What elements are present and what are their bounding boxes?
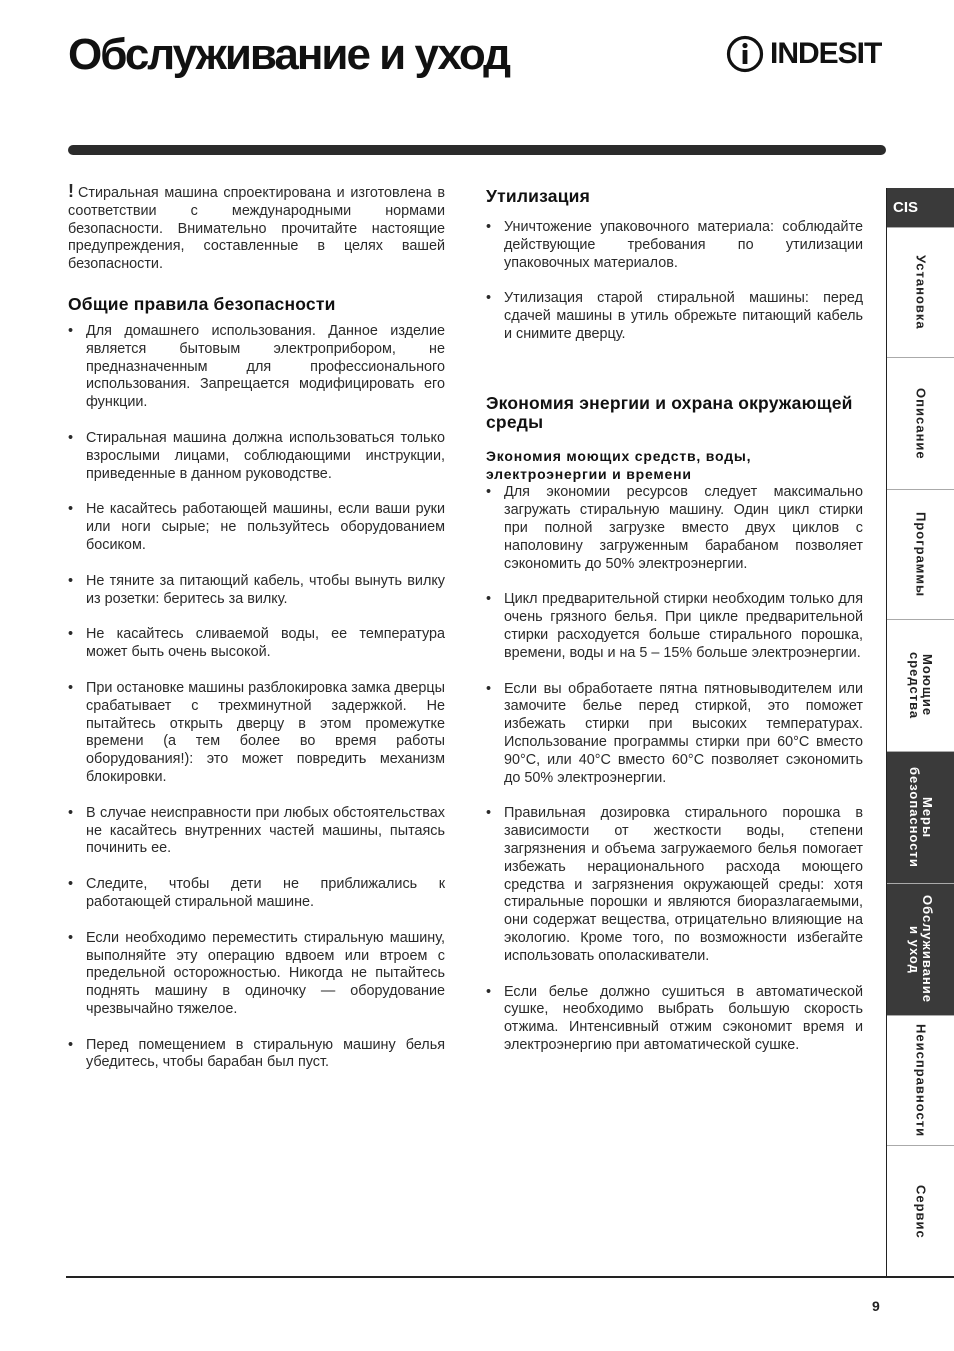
- energy-subheading: Экономия моющих средств, воды, электроэнергии и времени: [486, 447, 752, 482]
- brand-logo: [726, 33, 881, 75]
- list-item: • Следите, чтобы дети не приближались к работающей стиральной машине.: [68, 876, 445, 912]
- list-item: • Утилизация старой стиральной машины: перед сдачей машины в утиль обрежьте питающий кабель и снимите дверцу.: [486, 290, 863, 343]
- sidebar-item-label: Обслуживание и уход: [907, 895, 935, 1004]
- energy-heading: Экономия энергии и охрана окружающей среды: [486, 392, 853, 432]
- header-rule: [68, 145, 886, 155]
- sidebar-item-label: Описание: [913, 387, 929, 460]
- list-item: • Не касайтесь работающей машины, если ваши руки или ноги сырые; не пользуйтесь оборудованием босиком.: [68, 501, 445, 554]
- intro-text: Стиральная машина спроектирована и изготовлена в соответствии с международными нормами безопасности. Внимательно прочитайте настоящие предупреждения, составленные в целях вашей безопасности.: [68, 185, 445, 273]
- sidebar-item-label: Установка: [913, 255, 929, 330]
- sidebar-item-safety[interactable]: [887, 752, 954, 884]
- list-item: • Правильная дозировка стирального порошка в зависимости от жесткости воды, степени загрязнения и объема загружаемого белья помогает избежать нерационального расхода моющего средства и загрязнения окружающей среды: хотя стиральные порошки и являются биоразлагаемыми, они содержат вещества, отрицательно влияющие на экологию. Кроме того, по возможности избегайте использовать ополаскиватели.: [486, 805, 863, 965]
- sidebar-item-service[interactable]: [887, 1146, 954, 1277]
- list-item: • Для экономии ресурсов следует максимально загружать стиральную машину. Один цикл стирки при полной загрузке вместо двух циклов с наполовину загруженным барабаном позволяет сэкономить до 50% электроэнергии.: [486, 484, 863, 573]
- sidebar-item-label: Программы: [913, 511, 929, 598]
- safety-list: [68, 323, 445, 1072]
- energy-list: [486, 484, 863, 1054]
- sidebar-item-label: Меры безопасности: [907, 767, 935, 868]
- sidebar-item-label: Моющие средства: [907, 651, 935, 720]
- sidebar-item-installation[interactable]: [887, 228, 954, 358]
- list-item: • Стиральная машина должна использоваться только взрослыми лицами, соблюдающими инструкции, приведенные в данном руководстве.: [68, 430, 445, 483]
- section-sidebar: [886, 188, 954, 1277]
- safety-heading: Общие правила безопасности: [68, 293, 336, 314]
- list-item: • Цикл предварительной стирки необходим только для очень грязного белья. При цикле предварительной стирки расходуется больше стирального порошка, времени, воды и на 5 – 15% больше электроэнергии.: [486, 591, 863, 662]
- intro-paragraph: [68, 183, 445, 274]
- sidebar-cis-label: CIS: [893, 199, 919, 216]
- sidebar-item-label: Неисправности: [913, 1023, 929, 1138]
- disposal-heading: Утилизация: [486, 186, 591, 206]
- right-column: [486, 183, 863, 1073]
- sidebar-item-detergents[interactable]: [887, 620, 954, 752]
- list-item: • Если белье должно сушиться в автоматической сушке, необходимо выбрать большую скорость отжима. Интенсивный отжим сэкономит время и электроэнергию при автоматической сушке.: [486, 984, 863, 1055]
- list-item: • Перед помещением в стиральную машину белья убедитесь, чтобы барабан был пуст.: [68, 1037, 445, 1073]
- list-item: • Если вы обработаете пятна пятновыводителем или замочите белье перед стиркой, это поможет избежать стирки при высоких температурах. Использование программы стирки при 60°C вместо 90°C, или 40°C вместо 60°C позволяет сэкономить до 50% электроэнергии.: [486, 681, 863, 788]
- list-item: • Не тяните за питающий кабель, чтобы вынуть вилку из розетки: беритесь за вилку.: [68, 573, 445, 609]
- sidebar-item-description[interactable]: [887, 358, 954, 490]
- sidebar-item-troubleshooting[interactable]: [887, 1016, 954, 1146]
- disposal-list: [486, 219, 863, 344]
- page-title: Обслуживание и уход: [68, 30, 510, 79]
- indesit-logo-icon: [726, 35, 764, 73]
- sidebar-item-maintenance[interactable]: [887, 884, 954, 1016]
- sidebar-cis-tab: [887, 188, 954, 228]
- footer-rule: [66, 1276, 954, 1278]
- sidebar-item-label: Сервис: [913, 1184, 929, 1239]
- sidebar-item-programs[interactable]: [887, 490, 954, 620]
- page-number: 9: [872, 1298, 880, 1314]
- left-column: [68, 183, 445, 1090]
- list-item: • Если необходимо переместить стиральную машину, выполняйте эту операцию вдвоем или втроем с предельной осторожностью. Никогда не пытайтесь поднять машину в одиночку — оборудование чрезвычайно тяжелое.: [68, 930, 445, 1019]
- list-item: • При остановке машины разблокировка замка дверцы срабатывает с трехминутной задержкой. Не пытайтесь открыть дверцу в этом промежутке времени (а тем более во время работы оборудования!): это может повредить механизм блокировки.: [68, 680, 445, 787]
- list-item: • Уничтожение упаковочного материала: соблюдайте действующие требования по утилизации упаковочных материалов.: [486, 219, 863, 272]
- list-item: • Не касайтесь сливаемой воды, ее температура может быть очень высокой.: [68, 626, 445, 662]
- list-item: • В случае неисправности при любых обстоятельствах не касайтесь внутренних частей машины, пытаясь починить ее.: [68, 805, 445, 858]
- brand-name: INDESIT: [770, 37, 882, 70]
- warning-mark: !: [68, 181, 74, 201]
- list-item: • Для домашнего использования. Данное изделие является бытовым электроприбором, не предназначенным для профессионального использования. Запрещается модифицировать его функции.: [68, 323, 445, 412]
